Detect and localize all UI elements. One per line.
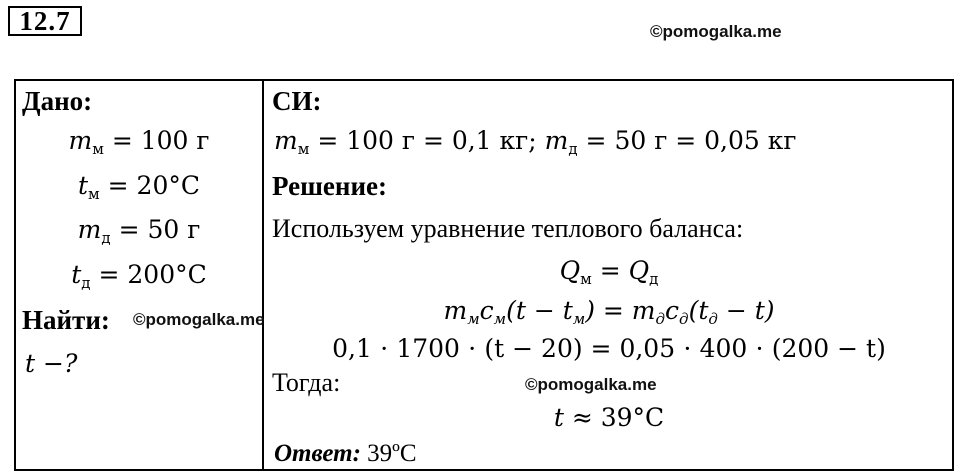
solution-intro: Используем уравнение теплового баланса:	[272, 214, 744, 243]
watermark-left: ©pomogalka.me	[133, 310, 265, 329]
eq1-right-sub: д	[649, 270, 659, 288]
given-1-rest: = 100 г	[103, 126, 210, 155]
given-heading: Дано:	[22, 86, 93, 116]
answer	[274, 438, 417, 469]
solution-heading: Решение:	[272, 171, 387, 201]
si-a-rest: = 100 г = 0,1 кг;	[309, 126, 545, 155]
given-line-1	[16, 126, 262, 156]
given-line-4	[16, 260, 262, 290]
find-value: t −?	[25, 349, 78, 378]
result-rest: ≈ 39°C	[563, 403, 665, 432]
given-1-var: m	[68, 126, 93, 155]
eq2-display: $m_мc_м(t - t_м) = m_дc_д(t_д - t)$	[443, 296, 775, 328]
si-a-var: m	[274, 126, 298, 155]
eq1-right-var: Q	[628, 256, 650, 285]
find-heading: Найти:	[22, 305, 110, 335]
given-line-3	[16, 215, 262, 245]
problem-number: 12.7	[8, 6, 82, 36]
si-b-sub: д	[568, 140, 578, 158]
answer-label: Ответ:	[274, 440, 361, 467]
watermark-top: ©pomogalka.me	[650, 22, 782, 41]
si-heading: СИ:	[272, 86, 322, 116]
eq1-left-var: Q	[559, 256, 581, 285]
then-label: Тогда:	[272, 368, 341, 397]
equation-2	[264, 296, 954, 326]
given-3-sub: д	[101, 229, 111, 247]
given-3-var: m	[77, 215, 102, 244]
given-1-sub: м	[92, 140, 104, 158]
equation-1	[264, 256, 954, 286]
given-4-rest: = 200°C	[90, 260, 207, 289]
watermark-middle: ©pomogalka.me	[525, 375, 657, 394]
given-4-var: t	[71, 260, 82, 289]
si-b-rest: = 50 г = 0,05 кг	[577, 126, 797, 155]
given-4-sub: д	[81, 274, 91, 292]
answer-value: 39ºC	[360, 440, 417, 467]
result	[264, 403, 954, 433]
eq1-left-sub: м	[580, 270, 592, 288]
given-2-rest: = 20°C	[99, 171, 200, 200]
result-var: t	[553, 403, 564, 432]
given-3-rest: = 50 г	[110, 215, 201, 244]
si-a-sub: м	[297, 140, 310, 158]
given-line-2	[16, 171, 262, 201]
eq1-equals: =	[591, 256, 629, 285]
given-2-sub: м	[88, 185, 100, 203]
si-line	[274, 126, 796, 156]
given-2-var: t	[78, 171, 89, 200]
si-b-var: m	[544, 126, 569, 155]
equation-3: 0,1 ⋅ 1700 ⋅ (t − 20) = 0,05 ⋅ 400 ⋅ (200 − t)	[332, 334, 886, 363]
